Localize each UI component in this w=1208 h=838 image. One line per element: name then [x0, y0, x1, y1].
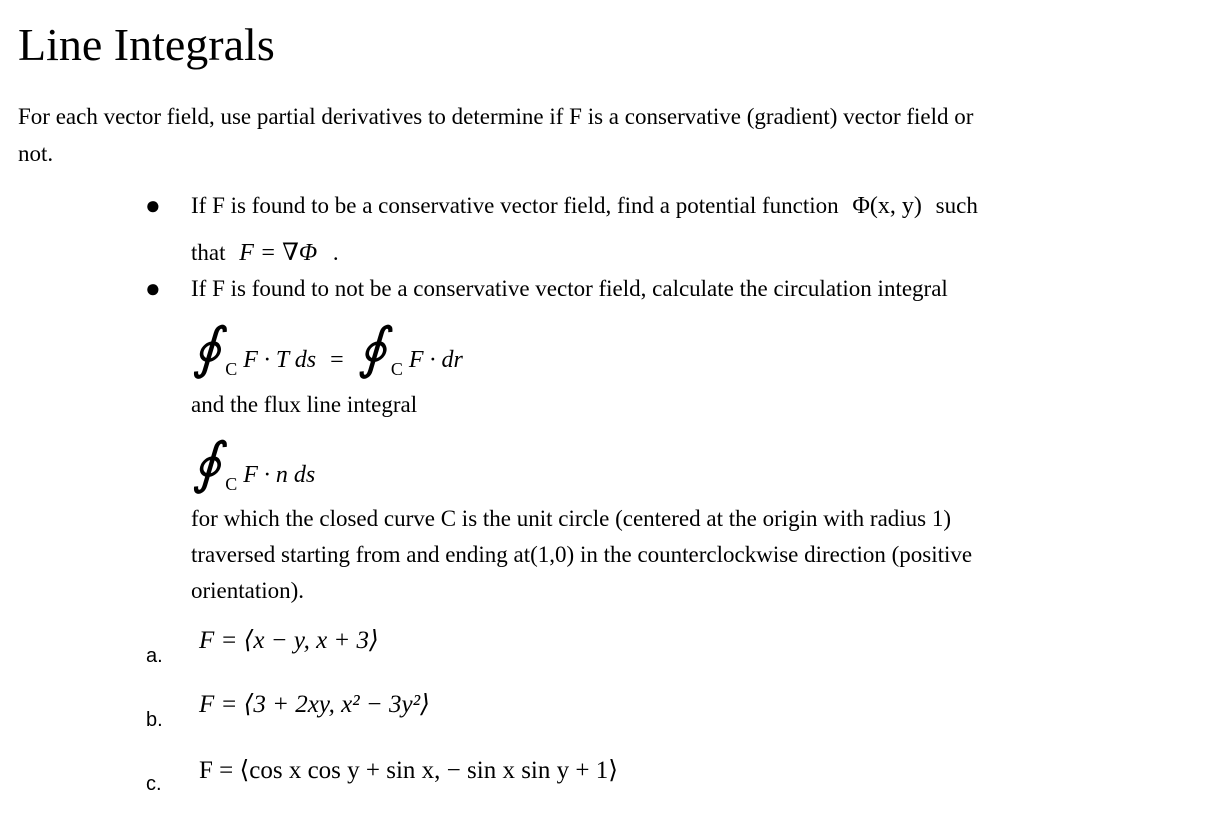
bullet-2-text: If F is found to not be a conservative vector field, calculate the circulation integral [191, 276, 948, 301]
problem-a-label: a. [146, 645, 163, 667]
flux-integrand: F · n ds [243, 462, 316, 488]
circulation-lhs: F · T ds [243, 347, 317, 373]
bullet-dot-2: ● [145, 274, 161, 303]
gradient-formula: F = ∇Φ [239, 240, 318, 266]
page-title: Line Integrals [18, 19, 275, 70]
equals-sign: = [330, 347, 344, 373]
contour-integral-sign-3: ∮ [192, 433, 222, 495]
curve-subscript-1: C [225, 359, 238, 379]
circulation-integral [192, 318, 463, 380]
such-word: such [935, 193, 978, 218]
potential-phi [852, 193, 922, 219]
intro-line-1: For each vector field, use partial derivatives to determine if F is a conservative (gradient) vector field or [18, 104, 974, 129]
curve-desc-3: orientation). [191, 578, 305, 603]
bullet-1-that: that F = ∇Φ . [191, 240, 339, 266]
flux-intro: and the flux line integral [191, 392, 418, 417]
bullet-1-text: If F is found to be a conservative vector field, find a potential function Φ(x, y) such [191, 193, 978, 219]
contour-integral-sign-1: ∮ [192, 318, 222, 380]
intro-line-2: not. [18, 141, 54, 166]
circulation-rhs: F · dr [408, 347, 463, 373]
problem-b-label: b. [146, 709, 163, 731]
formula-dot: . [332, 240, 339, 265]
problem-a-expr: F = ⟨x − y, x + 3⟩ [199, 627, 379, 654]
phi-expr: Φ(x, y) [852, 193, 922, 219]
curve-subscript-2: C [390, 359, 403, 379]
contour-integral-sign-2: ∮ [357, 318, 387, 380]
flux-integral [192, 433, 316, 495]
problem-c-label: c. [146, 773, 162, 795]
curve-subscript-3: C [225, 474, 238, 494]
curve-desc-1: for which the closed curve C is the unit circle (centered at the origin with radius 1) [191, 506, 952, 531]
problem-c-expr: F = ⟨cos x cos y + sin x, − sin x sin y + 1⟩ [199, 757, 618, 784]
problem-b-expr: F = ⟨3 + 2xy, x² − 3y²⟩ [199, 691, 430, 718]
curve-desc-2: traversed starting from and ending at(1,0) in the counterclockwise direction (positive [191, 542, 973, 567]
bullet-dot-1: ● [145, 191, 161, 220]
